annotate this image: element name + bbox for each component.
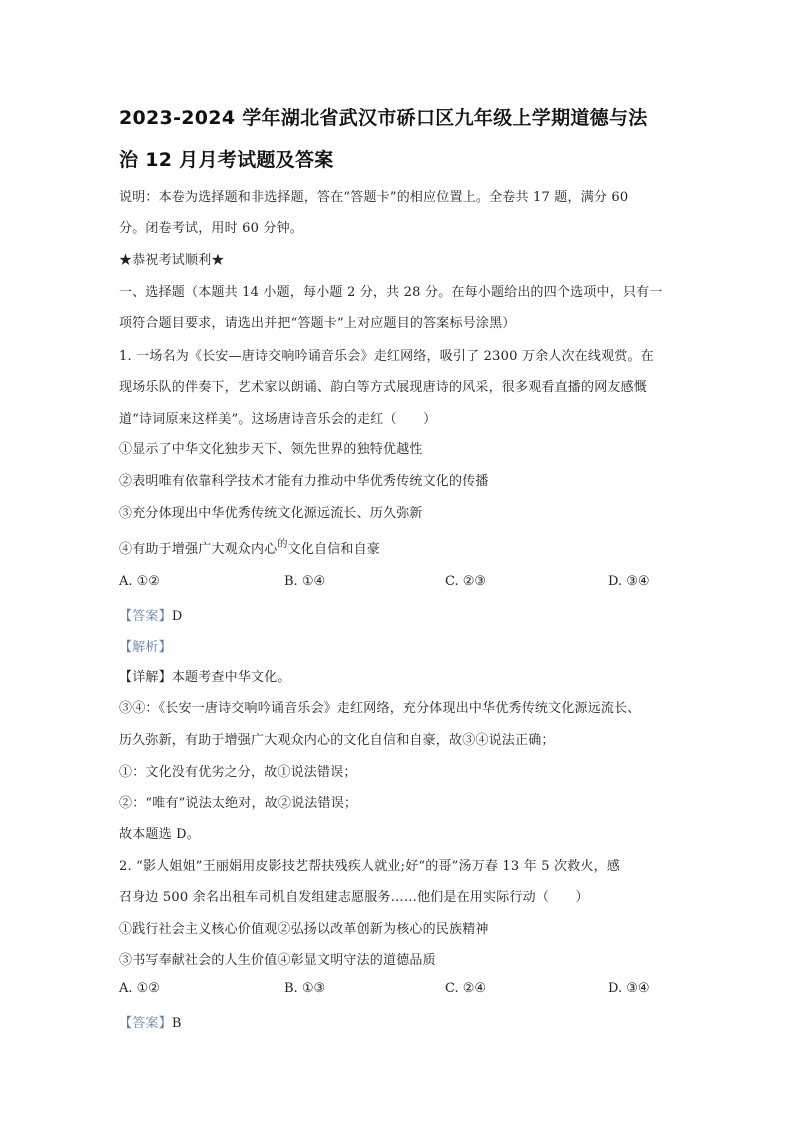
q1-option-d: D. ③④ xyxy=(608,574,650,589)
q2-option-a: A. ①② xyxy=(119,981,160,996)
q1-detail-line-5: 故本题选 D。 xyxy=(119,827,200,842)
q1-detail-line-2: 历久弥新，有助于增强广大观众内心的文化自信和自豪，故③④说法正确； xyxy=(119,733,555,748)
q2-answer-value: B xyxy=(171,1016,182,1031)
q1-statement-4 xyxy=(119,538,380,557)
q2-stem-line-1: 2. “影人姐姐”王丽娟用皮影技艺帮扶残疾人就业;好“的哥”汤万春 13 年 5 次救火，感 xyxy=(119,859,621,874)
q1-detail xyxy=(119,666,291,685)
q1-statement-4-pre: ④有助于增强广大观众内心 xyxy=(119,542,278,557)
q1-option-b: B. ①④ xyxy=(284,574,326,589)
q2-option-c: C. ②④ xyxy=(445,981,487,996)
q1-detail-line-1: ③④：《长安一唐诗交响吟诵音乐会》走红网络，充分体现出中华优秀传统文化源远流长、 xyxy=(119,701,641,716)
document-title-line-2: 治 12 月月考试题及答案 xyxy=(119,149,334,171)
q2-answer-label: 【答案】 xyxy=(119,1016,172,1031)
q1-analysis-label-text: 【解析】 xyxy=(119,640,172,655)
q2-stem-line-2: 召身边 500 余名出租车司机自发组建志愿服务……他们是在用实际行动（ ） xyxy=(119,890,589,905)
instructions-line-2: 分。闭卷考试，用时 60 分钟。 xyxy=(119,221,304,236)
q1-answer xyxy=(119,605,182,624)
q2-option-b: B. ①③ xyxy=(284,981,326,996)
q1-analysis-label xyxy=(119,636,172,655)
q1-detail-line-4: ②：“唯有”说法太绝对，故②说法错误； xyxy=(119,796,358,811)
q1-option-a: A. ①② xyxy=(119,574,160,589)
q2-answer xyxy=(119,1012,182,1031)
q1-statement-2: ②表明唯有依靠科学技术才能有力推动中华优秀传统文化的传播 xyxy=(119,474,489,489)
q1-option-c: C. ②③ xyxy=(445,574,487,589)
q1-statement-1: ①显示了中华文化独步天下、领先世界的独特优越性 xyxy=(119,442,423,457)
q1-stem-line-3: 道“诗词原来这样美”。这场唐诗音乐会的走红（ ） xyxy=(119,412,437,427)
section-1-heading-line-1: 一、选择题（本题共 14 小题，每小题 2 分，共 28 分。在每小题给出的四个选项中，只有一 xyxy=(119,285,663,300)
q1-detail-intro: 本题考查中华文化。 xyxy=(171,670,291,685)
q1-stem-line-1: 1. 一场名为《长安—唐诗交响吟诵音乐会》走红网络，吸引了 2300 万余人次在线观赏。在 xyxy=(119,349,654,364)
document-title-line-1: 2023-2024 学年湖北省武汉市硚口区九年级上学期道德与法 xyxy=(119,107,648,129)
q1-answer-label: 【答案】 xyxy=(119,609,172,624)
section-1-heading-line-2: 项符合题目要求，请选出并把“答题卡”上对应题目的答案标号涂黑） xyxy=(119,316,516,331)
q1-stem-line-2: 现场乐队的伴奏下，艺术家以朗诵、韵白等方式展现唐诗的风采，很多观看直播的网友感慨 xyxy=(119,380,648,395)
q2-statements-line-1: ①践行社会主义核心价值观②弘扬以改革创新为核心的民族精神 xyxy=(119,922,489,937)
q1-statement-3: ③充分体现出中华优秀传统文化源远流长、历久弥新 xyxy=(119,506,423,521)
q2-option-d: D. ③④ xyxy=(608,981,650,996)
blessing-text: ★恭祝考试顺利★ xyxy=(119,253,225,268)
q1-statement-4-post: 文化自信和自豪 xyxy=(287,542,381,557)
q1-statement-4-sup: 的 xyxy=(277,539,288,550)
q1-detail-line-3: ①：文化没有优劣之分，故①说法错误； xyxy=(119,765,357,780)
q1-answer-value: D xyxy=(171,609,183,624)
instructions-line-1: 说明：本卷为选择题和非选择题，答在“答题卡”的相应位置上。全卷共 17 题，满分 60 xyxy=(119,190,629,205)
q2-statements-line-2: ③书写奉献社会的人生价值④彰显文明守法的道德品质 xyxy=(119,953,436,968)
q1-detail-label: 【详解】 xyxy=(119,670,172,685)
